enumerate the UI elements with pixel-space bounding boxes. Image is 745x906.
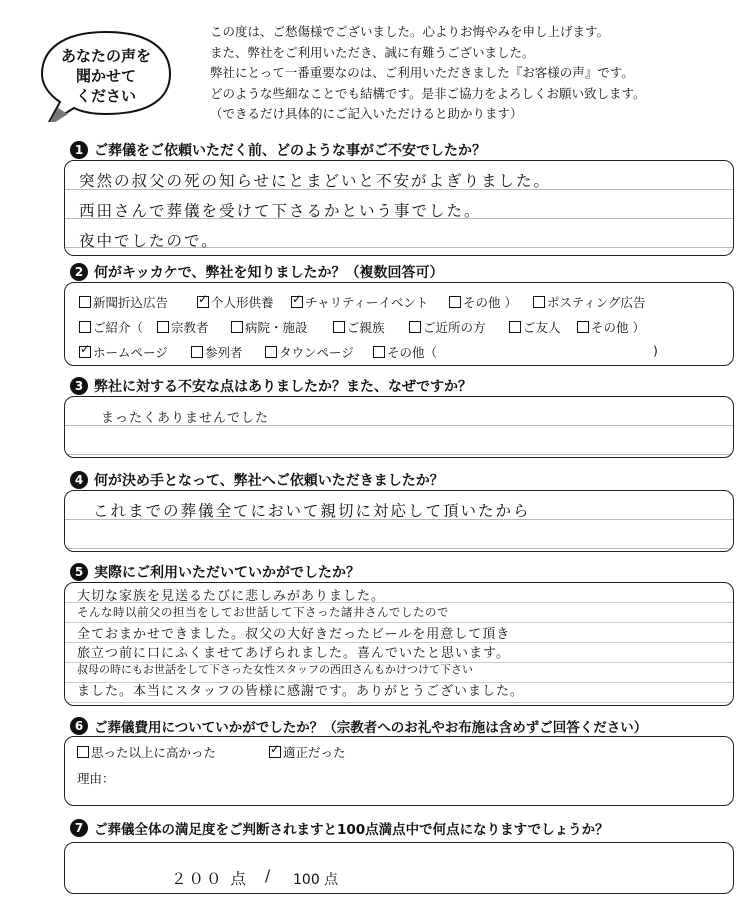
checkbox[interactable] (373, 346, 385, 358)
other-close-paren: ) (653, 343, 658, 358)
q1-answer-line: 西田さんで葬儀を受けて下さるかという事でした。 (79, 202, 482, 220)
option-charity-event[interactable]: ✓ チャリティーイベント (291, 293, 428, 311)
q3-heading (70, 376, 472, 396)
q5-answer-line: 叔母の時にもお世話をして下さった女性スタッフの西田さんもかけつけて下さい (77, 663, 473, 676)
option-clergy[interactable]: 宗教者 (157, 318, 209, 336)
option-reasonable[interactable]: ✓ 適正だった (269, 743, 346, 761)
q4-answer: これまでの葬儀全てにおいて親切に対応して頂いたから (93, 502, 531, 520)
q3-answer: まったくありませんでした (101, 411, 270, 426)
q4-title: 何が決め手となって、弊社へご依頼いただきましたか？ (94, 473, 444, 489)
q2-title: 何がキッカケで、弊社を知りましたか？（複数回答可） (94, 265, 444, 281)
q1-answer-line: 夜中でしたので。 (79, 232, 219, 250)
option-memorial[interactable]: ✓ 个人形供養 (197, 293, 274, 311)
q3-answer-box (64, 396, 734, 458)
checkbox-checked[interactable] (79, 346, 91, 358)
q5-answer-line: 全ておまかせできました。叔父の大好きだったビールを用意して頂き (77, 627, 511, 642)
q1-answer-line: 突然の叔父の死の知らせにとまどいと不安がよぎりました。 (79, 172, 552, 190)
q5-heading (70, 562, 360, 582)
q5-answer-box (64, 582, 734, 706)
option-posting[interactable]: ポスティング広告 (533, 293, 646, 311)
q2-number: 2 (70, 263, 88, 281)
checkbox[interactable] (409, 321, 421, 333)
reason-label: 理由： (77, 771, 115, 786)
option-townpage[interactable]: タウンページ (265, 343, 354, 361)
checkbox[interactable] (533, 296, 545, 308)
option-attendee[interactable]: 参列者 (191, 343, 243, 361)
q7-number: 7 (70, 819, 88, 837)
checkbox[interactable] (157, 321, 169, 333)
checkbox[interactable] (231, 321, 243, 333)
option-other[interactable]: その他（ (373, 343, 437, 361)
checkbox[interactable] (333, 321, 345, 333)
q1-number: 1 (70, 141, 88, 159)
q5-answer-line: ました。本当にスタッフの皆様に感謝です。ありがとうございました。 (77, 684, 524, 699)
q2-options-box (64, 282, 734, 366)
q6-number: 6 (70, 717, 88, 735)
q6-answer-box (64, 736, 734, 806)
option-other[interactable]: その他 ） (577, 318, 645, 336)
checkbox-checked[interactable] (197, 296, 209, 308)
checkbox-checked[interactable] (269, 746, 281, 758)
q6-heading (70, 716, 647, 736)
checkbox[interactable] (449, 296, 461, 308)
option-hospital[interactable]: 病院・施設 (231, 318, 308, 336)
option-referral[interactable]: ご紹介（ (79, 318, 143, 336)
checkbox-checked[interactable] (291, 296, 303, 308)
q5-number: 5 (70, 563, 88, 581)
checkbox[interactable] (77, 746, 89, 758)
q4-heading (70, 470, 444, 490)
q5-answer-line: そんな時以前父の担当をしてお世話して下さった諸井さんでしたので (77, 605, 449, 619)
q4-answer-box (64, 490, 734, 552)
q3-number: 3 (70, 377, 88, 395)
q6-title: ご葬儀費用についていかがでしたか？（宗教者へのお礼やお布施は含めずご回答ください） (94, 720, 648, 736)
checkbox[interactable] (79, 296, 91, 308)
q7-answer-box (64, 842, 734, 894)
bubble-title: あなたの声を 聞かせて ください (60, 47, 151, 105)
option-other[interactable]: その他 ） (449, 293, 517, 311)
checkbox[interactable] (191, 346, 203, 358)
option-too-expensive[interactable]: 思った以上に高かった (77, 743, 216, 761)
checkbox[interactable] (509, 321, 521, 333)
option-homepage[interactable]: ✓ホームページ (79, 343, 168, 361)
q1-title: ご葬儀をご依頼いただく前、どのような事がご不安でしたか？ (94, 143, 486, 159)
option-neighbors[interactable]: ご近所の方 (409, 318, 486, 336)
checkbox[interactable] (79, 321, 91, 333)
score-value: ２００ 点 (171, 870, 248, 888)
score-max: 100 点 (293, 872, 339, 888)
intro-text: この度は、ご愁傷様でございました。心よりお悔やみを申し上げます。 また、弊社をご利用いただき、誠に有難うございました。 弊社にとって一番重要なのは、ご利用いただきました『お客様の声』です。 どのような些細なことでも結構です。是非ご協力をよろしくお願い致します。 （できるだけ具体的にご記入いただけると助かります） (210, 24, 646, 121)
checkbox[interactable] (577, 321, 589, 333)
q4-number: 4 (70, 471, 88, 489)
q5-answer-line: 大切な家族を見送るたびに悲しみがありました。 (77, 589, 386, 604)
q5-answer-line: 旅立つ前に口にふくませてあげられました。喜んでいたと思います。 (77, 646, 510, 661)
option-newspaper[interactable]: 新聞折込広告 (79, 293, 168, 311)
option-relatives[interactable]: ご親族 (333, 318, 385, 336)
option-friends[interactable]: ご友人 (509, 318, 561, 336)
score-slash: / (265, 867, 273, 885)
q7-heading (70, 818, 609, 838)
q7-title: ご葬儀全体の満足度をご判断されますと100点満点中で何点になりますでしょうか？ (94, 822, 609, 838)
checkbox[interactable] (265, 346, 277, 358)
q1-heading (70, 140, 486, 160)
q2-heading (70, 262, 443, 282)
q5-title: 実際にご利用いただいていかがでしたか？ (94, 565, 360, 581)
q3-title: 弊社に対する不安な点はありましたか？また、なぜですか？ (94, 379, 472, 395)
speech-bubble (38, 28, 174, 122)
q1-answer-box (64, 160, 734, 256)
